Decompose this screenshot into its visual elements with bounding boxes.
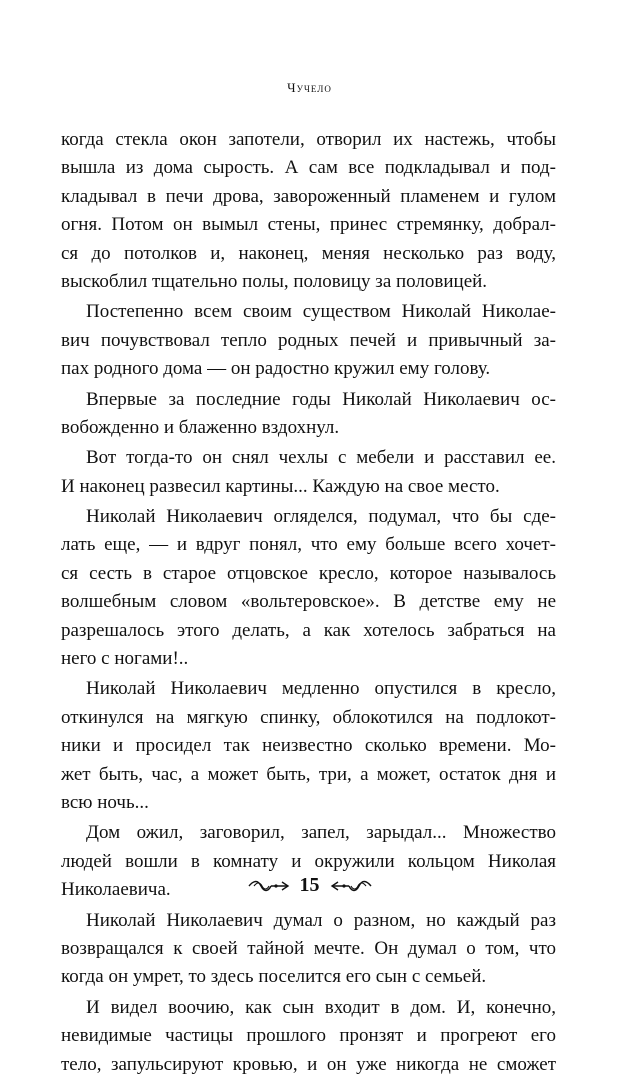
page-number: 15 xyxy=(299,874,320,896)
text-line: невидимые частицы прошлого пронзят и прогреют его xyxy=(61,1025,556,1047)
text-line: И видел воочию, как сын входит в дом. И, конечно, xyxy=(86,996,556,1018)
text-line: вич почувствовал тепло родных печей и привычный за- xyxy=(61,329,556,351)
text-line: людей вошли в комнату и окружили кольцом Николая xyxy=(61,850,556,872)
text-line: Николай Николаевич медленно опустился в кресло, xyxy=(86,678,556,700)
text-line: Николай Николаевич огляделся, подумал, что бы сде- xyxy=(86,506,556,528)
ornament-flourish-left-icon xyxy=(248,879,290,893)
text-line: И наконец развесил картины... Каждую на свое место. xyxy=(61,475,500,497)
text-line: когда он умрет, то здесь поселится его сын с семьей. xyxy=(61,966,487,988)
paragraph xyxy=(61,444,556,501)
text-line: него с ногами!.. xyxy=(61,648,189,670)
paragraph xyxy=(61,907,556,992)
text-line: ся до потолков и, наконец, меняя несколько раз воду, xyxy=(61,242,556,264)
paragraph xyxy=(61,126,556,296)
text-line: ся сесть в старое отцовское кресло, которое называлось xyxy=(61,562,556,584)
text-line: Впервые за последние годы Николай Николаевич ос- xyxy=(86,388,556,410)
text-line: всю ночь... xyxy=(61,791,149,813)
running-head: Чучело xyxy=(287,80,332,95)
paragraph xyxy=(61,503,556,673)
text-line: когда стекла окон запотели, отворил их настежь, чтобы xyxy=(61,129,556,150)
folio xyxy=(0,874,619,897)
paragraph xyxy=(61,994,556,1079)
text-line: жет быть, час, а может быть, три, а может, остаток дня и xyxy=(61,763,556,785)
text-line: ники и просидел так неизвестно сколько времени. Мо- xyxy=(61,735,556,757)
text-line: Постепенно всем своим существом Николай Николае- xyxy=(86,301,556,323)
paragraph xyxy=(61,386,556,443)
text-line: кладывал в печи дрова, завороженный пламенем и гулом xyxy=(61,185,556,207)
paragraph xyxy=(61,298,556,383)
text-line: тело, запульсируют кровью, и он уже никогда не сможет xyxy=(61,1053,556,1075)
ornament-flourish-right-icon xyxy=(330,879,372,893)
text-line: волшебным словом «вольтеровское». В детстве ему не xyxy=(61,591,556,613)
text-line: лать еще, — и вдруг понял, что ему больше всего хочет- xyxy=(61,534,556,556)
text-line: откинулся на мягкую спинку, облокотился на подлокот- xyxy=(61,706,556,728)
text-line: Вот тогда-то он снял чехлы с мебели и расставил ее. xyxy=(86,447,556,469)
text-line: Дом ожил, заговорил, запел, зарыдал... Множество xyxy=(86,822,556,844)
text-line: вобожденно и блаженно вздохнул. xyxy=(61,416,340,438)
paragraph xyxy=(61,675,556,817)
text-line: возвращался к своей тайной мечте. Он думал о том, что xyxy=(61,937,556,959)
text-line: Николаевича. xyxy=(61,879,171,901)
text-line: огня. Потом он вымыл стены, принес стремянку, добрал- xyxy=(61,214,556,236)
text-line: вышла из дома сырость. А сам все подкладывал и под- xyxy=(61,157,556,179)
text-line: Николай Николаевич думал о разном, но каждый раз xyxy=(86,909,556,931)
body-text xyxy=(61,126,556,1079)
text-line: пах родного дома — он радостно кружил ему голову. xyxy=(61,358,491,380)
text-line: разрешалось этого делать, а как хотелось забраться на xyxy=(61,619,556,641)
text-line: выскоблил тщательно полы, половицу за половицей. xyxy=(61,270,488,292)
